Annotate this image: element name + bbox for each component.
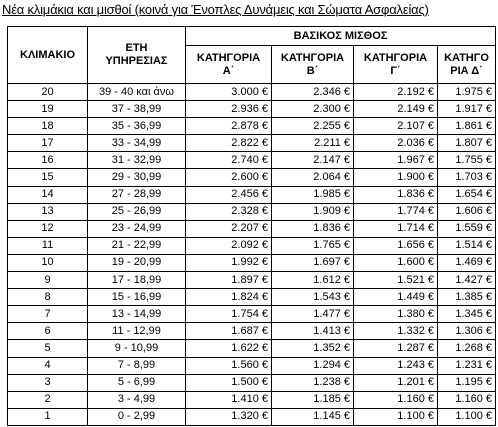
header-cat-c-line1: ΚΑΤΗΓΟΡΙΑ — [363, 51, 428, 64]
years-cell: 33 - 34,99 — [88, 135, 186, 152]
grade-cell: 8 — [8, 289, 88, 306]
table-row — [8, 237, 496, 254]
years-cell: 17 - 18,99 — [88, 272, 186, 289]
category-c-cell: 1.380 € — [354, 306, 438, 323]
category-a-cell: 1.992 € — [186, 254, 272, 271]
grade-cell: 9 — [8, 272, 88, 289]
category-d-cell: 1.385 € — [438, 289, 496, 306]
category-c-cell: 1.160 € — [354, 391, 438, 408]
header-grade: ΚΛΙΜΑΚΙΟ — [8, 27, 88, 84]
table-row — [8, 408, 496, 425]
category-a-cell: 2.822 € — [186, 135, 272, 152]
header-years-line2: ΥΠΗΡΕΣΙΑΣ — [105, 55, 168, 67]
table-row — [8, 306, 496, 323]
years-cell: 0 - 2,99 — [88, 408, 186, 425]
category-b-cell: 2.255 € — [272, 118, 354, 135]
grade-cell: 17 — [8, 135, 88, 152]
category-c-cell: 1.967 € — [354, 152, 438, 169]
category-a-cell: 2.600 € — [186, 169, 272, 186]
category-d-cell: 1.606 € — [438, 203, 496, 220]
category-d-cell: 1.654 € — [438, 186, 496, 203]
category-a-cell: 3.000 € — [186, 84, 272, 101]
category-d-cell: 1.559 € — [438, 220, 496, 237]
table-row — [8, 289, 496, 306]
header-base-salary: ΒΑΣΙΚΟΣ ΜΙΣΘΟΣ — [186, 27, 496, 46]
years-cell: 15 - 16,99 — [88, 289, 186, 306]
category-c-cell: 1.774 € — [354, 203, 438, 220]
years-cell: 13 - 14,99 — [88, 306, 186, 323]
grade-cell: 1 — [8, 408, 88, 425]
grade-cell: 14 — [8, 186, 88, 203]
table-row — [8, 169, 496, 186]
header-cat-a-line1: ΚΑΤΗΓΟΡΙΑ — [196, 51, 261, 64]
grade-cell: 2 — [8, 391, 88, 408]
years-cell: 37 - 38,99 — [88, 101, 186, 118]
category-b-cell: 2.346 € — [272, 84, 354, 101]
grade-cell: 3 — [8, 374, 88, 391]
category-c-cell: 1.714 € — [354, 220, 438, 237]
category-b-cell: 1.413 € — [272, 323, 354, 340]
years-cell: 25 - 26,99 — [88, 203, 186, 220]
category-c-cell: 1.449 € — [354, 289, 438, 306]
grade-cell: 12 — [8, 220, 88, 237]
category-c-cell: 1.287 € — [354, 340, 438, 357]
category-d-cell: 1.195 € — [438, 374, 496, 391]
grade-cell: 11 — [8, 237, 88, 254]
category-b-cell: 1.543 € — [272, 289, 354, 306]
grade-cell: 4 — [8, 357, 88, 374]
category-d-cell: 1.306 € — [438, 323, 496, 340]
years-cell: 7 - 8,99 — [88, 357, 186, 374]
category-b-cell: 1.352 € — [272, 340, 354, 357]
header-cat-b-line2: Β΄ — [306, 64, 319, 77]
category-c-cell: 2.107 € — [354, 118, 438, 135]
table-row — [8, 357, 496, 374]
table-row — [8, 272, 496, 289]
grade-cell: 20 — [8, 84, 88, 101]
category-c-cell: 1.656 € — [354, 237, 438, 254]
table-row — [8, 323, 496, 340]
category-a-cell: 1.560 € — [186, 357, 272, 374]
grade-cell: 13 — [8, 203, 88, 220]
salary-table — [7, 26, 496, 426]
table-caption: Νέα κλιμάκια και μισθοί (κοινά για Ένοπλες Δυνάμεις και Σώματα Ασφαλείας) — [2, 2, 429, 17]
category-b-cell: 1.294 € — [272, 357, 354, 374]
category-a-cell: 2.740 € — [186, 152, 272, 169]
category-d-cell: 1.345 € — [438, 306, 496, 323]
years-cell: 3 - 4,99 — [88, 391, 186, 408]
header-cat-b-line1: ΚΑΤΗΓΟΡΙΑ — [280, 51, 345, 64]
category-c-cell: 1.521 € — [354, 272, 438, 289]
years-cell: 9 - 10,99 — [88, 340, 186, 357]
years-cell: 19 - 20,99 — [88, 254, 186, 271]
category-d-cell: 1.100 € — [438, 408, 496, 425]
category-b-cell: 1.145 € — [272, 408, 354, 425]
grade-cell: 15 — [8, 169, 88, 186]
category-a-cell: 1.754 € — [186, 306, 272, 323]
category-d-cell: 1.975 € — [438, 84, 496, 101]
years-cell: 29 - 30,99 — [88, 169, 186, 186]
grade-cell: 6 — [8, 323, 88, 340]
category-a-cell: 2.207 € — [186, 220, 272, 237]
category-b-cell: 1.238 € — [272, 374, 354, 391]
header-cat-d-line1: ΚΑΤΗΓΟ — [444, 51, 489, 64]
category-c-cell: 1.100 € — [354, 408, 438, 425]
category-b-cell: 2.147 € — [272, 152, 354, 169]
table-row — [8, 374, 496, 391]
category-b-cell: 1.697 € — [272, 254, 354, 271]
category-b-cell: 1.185 € — [272, 391, 354, 408]
salary-table-body — [8, 84, 496, 426]
years-cell: 35 - 36,99 — [88, 118, 186, 135]
grade-cell: 19 — [8, 101, 88, 118]
category-a-cell: 2.328 € — [186, 203, 272, 220]
category-a-cell: 1.320 € — [186, 408, 272, 425]
category-a-cell: 1.687 € — [186, 323, 272, 340]
category-c-cell: 2.149 € — [354, 101, 438, 118]
table-row — [8, 186, 496, 203]
years-cell: 11 - 12,99 — [88, 323, 186, 340]
category-d-cell: 1.160 € — [438, 391, 496, 408]
category-d-cell: 1.861 € — [438, 118, 496, 135]
category-c-cell: 2.036 € — [354, 135, 438, 152]
table-row — [8, 135, 496, 152]
category-a-cell: 1.824 € — [186, 289, 272, 306]
header-cat-c-line2: Γ΄ — [390, 64, 401, 77]
category-b-cell: 2.064 € — [272, 169, 354, 186]
category-d-cell: 1.427 € — [438, 272, 496, 289]
category-d-cell: 1.268 € — [438, 340, 496, 357]
category-a-cell: 1.897 € — [186, 272, 272, 289]
grade-cell: 18 — [8, 118, 88, 135]
category-b-cell: 1.477 € — [272, 306, 354, 323]
table-row — [8, 220, 496, 237]
table-row — [8, 152, 496, 169]
header-category-b — [272, 46, 354, 84]
category-a-cell: 2.936 € — [186, 101, 272, 118]
category-a-cell: 2.092 € — [186, 237, 272, 254]
category-c-cell: 2.192 € — [354, 84, 438, 101]
category-c-cell: 1.836 € — [354, 186, 438, 203]
header-years-of-service — [88, 27, 186, 84]
header-cat-d-line2: ΡΙΑ Δ΄ — [450, 64, 483, 77]
grade-cell: 7 — [8, 306, 88, 323]
header-years-line1: ΕΤΗ — [125, 42, 148, 54]
category-b-cell: 1.909 € — [272, 203, 354, 220]
category-c-cell: 1.332 € — [354, 323, 438, 340]
category-a-cell: 2.878 € — [186, 118, 272, 135]
years-cell: 31 - 32,99 — [88, 152, 186, 169]
years-cell: 23 - 24,99 — [88, 220, 186, 237]
years-cell: 39 - 40 και άνω — [88, 84, 186, 101]
grade-cell: 5 — [8, 340, 88, 357]
header-category-a — [186, 46, 272, 84]
category-b-cell: 1.836 € — [272, 220, 354, 237]
category-d-cell: 1.755 € — [438, 152, 496, 169]
category-a-cell: 1.410 € — [186, 391, 272, 408]
table-row — [8, 254, 496, 271]
category-d-cell: 1.807 € — [438, 135, 496, 152]
category-c-cell: 1.243 € — [354, 357, 438, 374]
category-d-cell: 1.469 € — [438, 254, 496, 271]
header-cat-a-line2: Α΄ — [222, 64, 235, 77]
table-row — [8, 340, 496, 357]
years-cell: 5 - 6,99 — [88, 374, 186, 391]
category-c-cell: 1.201 € — [354, 374, 438, 391]
category-d-cell: 1.703 € — [438, 169, 496, 186]
grade-cell: 10 — [8, 254, 88, 271]
category-a-cell: 1.500 € — [186, 374, 272, 391]
category-a-cell: 2.456 € — [186, 186, 272, 203]
category-d-cell: 1.514 € — [438, 237, 496, 254]
years-cell: 21 - 22,99 — [88, 237, 186, 254]
category-a-cell: 1.622 € — [186, 340, 272, 357]
header-category-d — [438, 46, 496, 84]
table-row — [8, 101, 496, 118]
table-row — [8, 391, 496, 408]
category-d-cell: 1.917 € — [438, 101, 496, 118]
table-row — [8, 84, 496, 101]
category-c-cell: 1.600 € — [354, 254, 438, 271]
category-c-cell: 1.900 € — [354, 169, 438, 186]
years-cell: 27 - 28,99 — [88, 186, 186, 203]
category-b-cell: 1.765 € — [272, 237, 354, 254]
grade-cell: 16 — [8, 152, 88, 169]
category-b-cell: 1.612 € — [272, 272, 354, 289]
table-row — [8, 118, 496, 135]
category-b-cell: 2.300 € — [272, 101, 354, 118]
category-b-cell: 1.985 € — [272, 186, 354, 203]
category-b-cell: 2.211 € — [272, 135, 354, 152]
category-d-cell: 1.231 € — [438, 357, 496, 374]
header-category-c — [354, 46, 438, 84]
table-row — [8, 203, 496, 220]
